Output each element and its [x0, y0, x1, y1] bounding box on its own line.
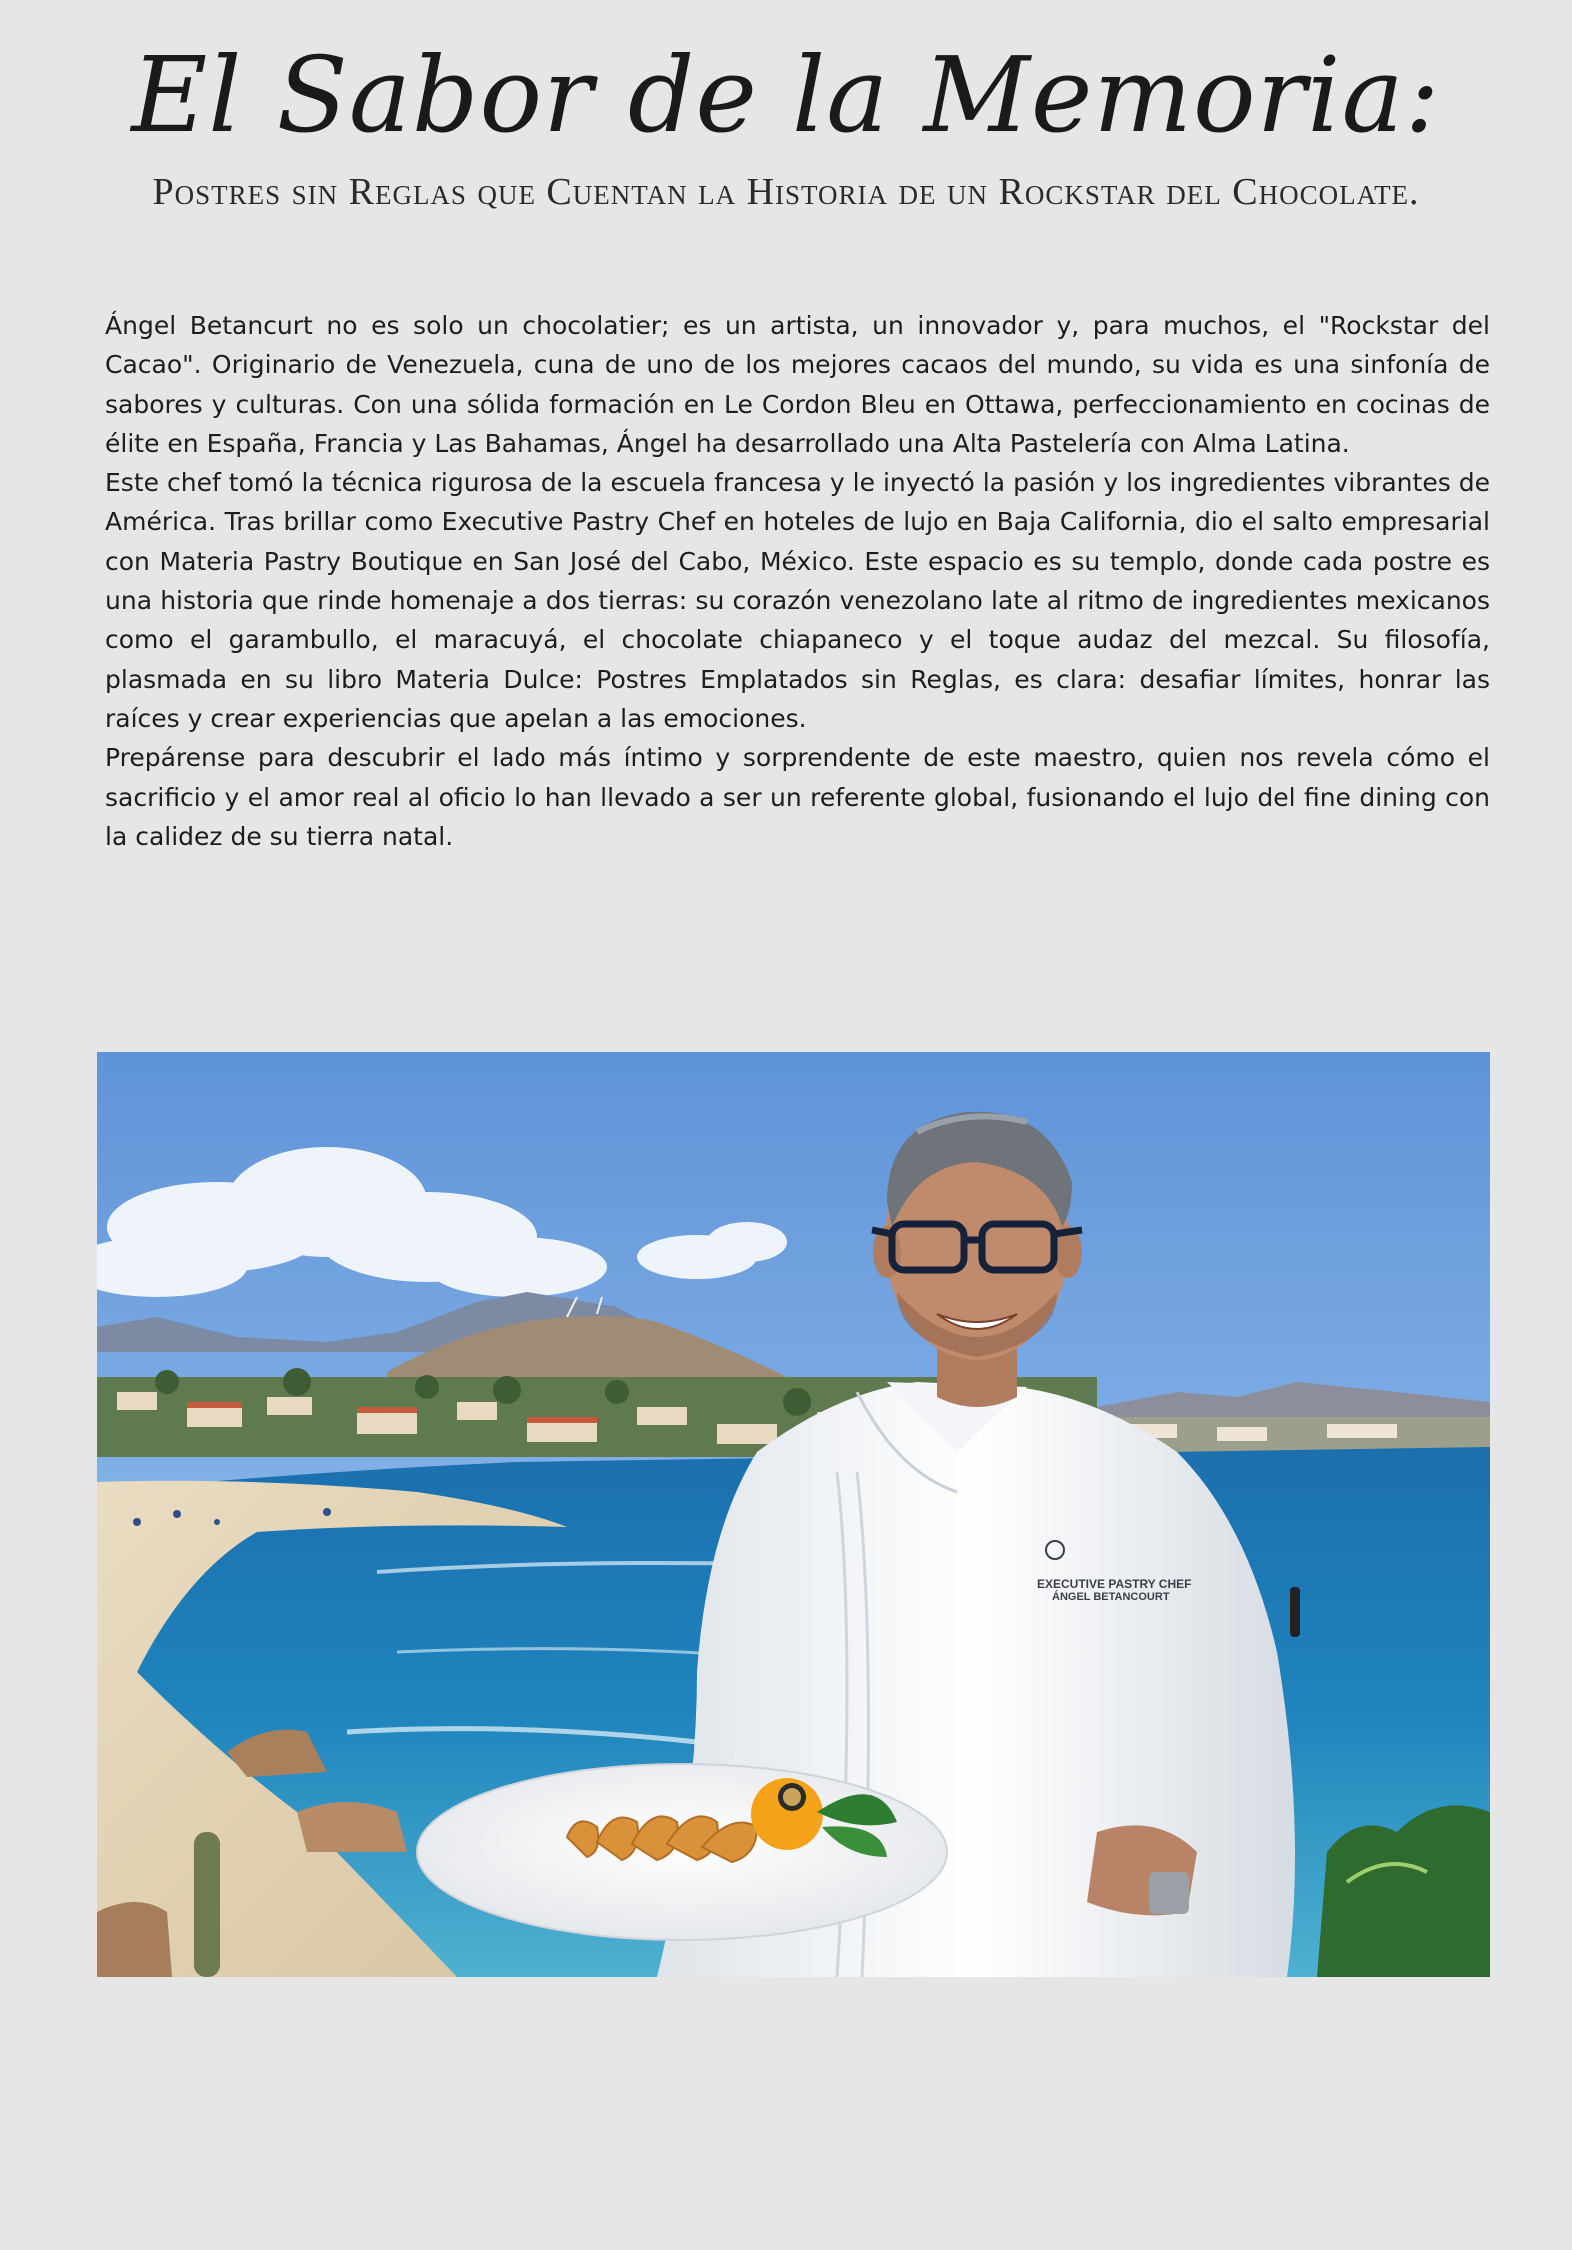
page-subtitle: Postres sin Reglas que Cuentan la Historia de un Rockstar del Chocolate.: [152, 171, 1420, 213]
jacket-embroidery-line2: ÁNGEL BETANCOURT: [1052, 1591, 1170, 1603]
article-paragraph: Ángel Betancurt no es solo un chocolatier; es un artista, un innovador y, para muchos, el "Rockstar del Cacao". Originario de Venezuela, cuna de uno de los mejores cacaos del mundo, su vida es una sinfonía de sabores y culturas. Con una sólida formación en Le Cordon Bleu en Ottawa, perfeccionamiento en cocinas de élite en España, Francia y Las Bahamas, Ángel ha desarrollado una Alta Pastelería con Alma Latina.: [105, 311, 1490, 458]
article-body: [105, 306, 1490, 856]
article-paragraph: Este chef tomó la técnica rigurosa de la escuela francesa y le inyectó la pasión y los ingredientes vibrantes de América. Tras brillar como Executive Pastry Chef en hoteles de lujo en Baja California, dio el salto empresarial con Materia Pastry Boutique en San José del Cabo, México. Este espacio es su templo, donde cada postre es una historia que rinde homenaje a dos tierras: su corazón venezolano late al ritmo de ingredientes mexicanos como el garambullo, el maracuyá, el chocolate chiapaneco y el toque audaz del mezcal. Su filosofía, plasmada en su libro Materia Dulce: Postres Emplatados sin Reglas, es clara: desafiar límites, honrar las raíces y crear experiencias que apelan a las emociones.: [105, 468, 1490, 733]
article-paragraph: Prepárense para descubrir el lado más íntimo y sorprendente de este maestro, quien nos revela cómo el sacrificio y el amor real al oficio lo han llevado a ser un referente global, fusionando el lujo del fine dining con la calidez de su tierra natal.: [105, 743, 1490, 851]
page-title: El Sabor de la Memoria:: [131, 34, 1441, 156]
chef-photo: [97, 1052, 1490, 1977]
jacket-embroidery-line1: EXECUTIVE PASTRY CHEF: [1037, 1577, 1192, 1591]
